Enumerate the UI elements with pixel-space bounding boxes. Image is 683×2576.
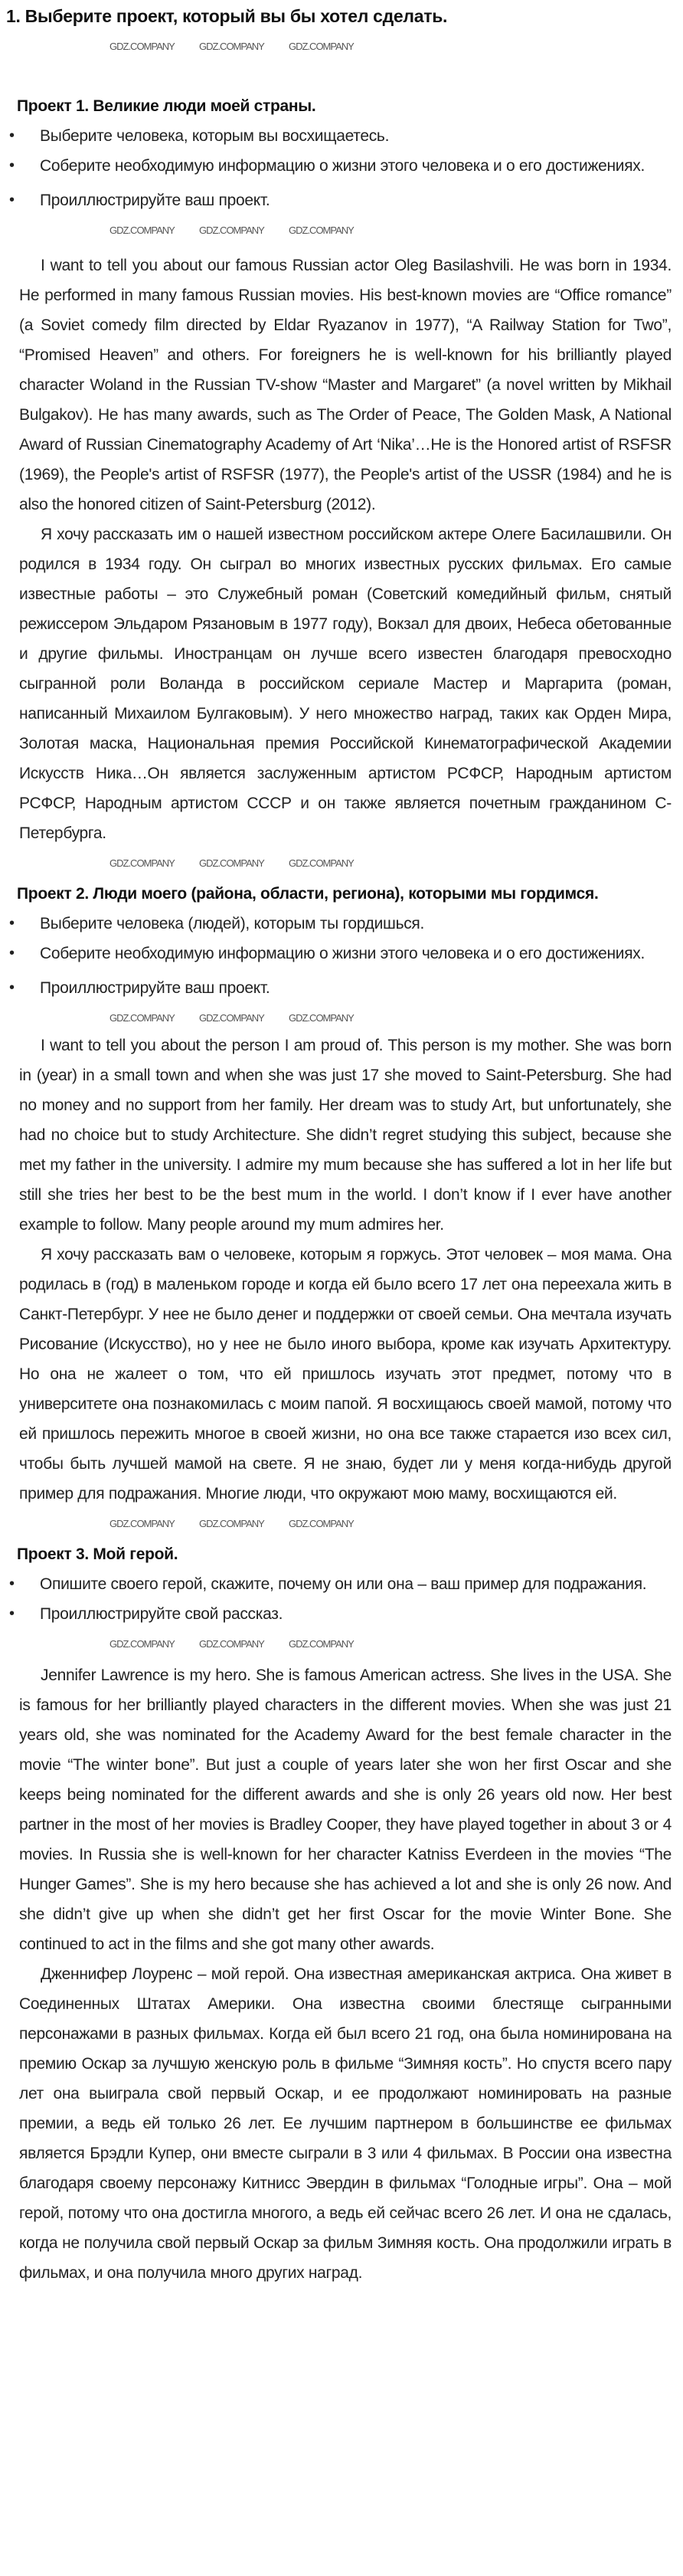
list-item (9, 185, 672, 215)
watermark: GDZ.COMPANY (109, 224, 175, 236)
list-item (9, 939, 672, 968)
bullet-icon: • (9, 1605, 15, 1622)
list-item (9, 151, 672, 181)
bullet-icon: • (9, 157, 15, 174)
watermark-row (19, 1629, 672, 1660)
project-2-heading: Проект 2. Люди моего (района, области, региона), которыми мы гордимся. (17, 885, 599, 903)
bullet-icon: • (9, 945, 15, 962)
bullet-text: Соберите необходимую информацию о жизни этого человека и о его достижениях. (40, 945, 645, 962)
task-title: 1. Выберите проект, который вы бы хотел сделать. (6, 6, 448, 26)
bullet-icon: • (9, 1575, 15, 1592)
watermark: GDZ.COMPANY (289, 1012, 354, 1024)
watermark: GDZ.COMPANY (109, 41, 175, 52)
watermark-row (19, 31, 672, 91)
project-1-text-english: I want to tell you about our famous Russian actor Oleg Basilashvili. He was born in 1934. He performed in many famous Russian movies. His best-known movies are “Office romance” (a Soviet comedy film directed by Eldar Ryazanov in 1977), “A Railway Station for Two”, “Promised Heaven” and others. For foreigners he is well-known for his brilliantly played character Woland in the Russian TV-show “Master and Margaret” (a novel written by Mikhail Bulgakov). He has many awards, such as The Order of Peace, The Golden Mask, A National Award of Russian Cinematography Academy of Art ‘Nika’…He is the Honored artist of RSFSR (1969), the People's artist of RSFSR (1977), the People's artist of the USSR (1984) and he is also the honored citizen of Saint-Petersburg (2012). (19, 257, 672, 513)
bullet-icon: • (9, 979, 15, 996)
bullet-icon: • (9, 127, 15, 144)
list-item (9, 1569, 672, 1599)
list-item (9, 1599, 672, 1629)
bullet-icon: • (9, 192, 15, 208)
project-2-text-russian: Я хочу рассказать вам о человеке, которым я горжусь. Этот человек – моя мама. Она родилась в (год) в маленьком городе и когда ей было всего 17 лет она переехала жить в Санкт-Петербург. У нее не было денег и поддержки от своей семьи. Она мечтала изучать Рисование (Искусство), но у нее не было иного выбора, кроме как изучать Архитектуру. Но она не жалеет о том, что ей пришлось изучать этот предмет, потому что в университете она познакомилась с моим папой. Я восхищаюсь своей мамой, потому что ей пришлось пережить многое в своей жизни, но она все также старается изо всех сил, чтобы быть лучшей мамой на свете. Я не знаю, будет ли у меня когда-нибудь другой пример для подражания. Многие люди, что окружают мою маму, восхищаются ей. (19, 1246, 672, 1503)
bullet-text: Проиллюстрируйте ваш проект. (40, 192, 270, 209)
watermark: GDZ.COMPANY (199, 1638, 264, 1650)
bullet-text: Опишите своего герой, скажите, почему он или она – ваш пример для подражания. (40, 1575, 647, 1593)
project-1-heading: Проект 1. Великие люди моей страны. (17, 97, 316, 115)
bullet-text: Соберите необходимую информацию о жизни этого человека и о его достижениях. (40, 157, 645, 175)
watermark: GDZ.COMPANY (199, 224, 264, 236)
list-item (9, 973, 672, 1003)
bullet-icon: • (9, 915, 15, 932)
watermark: GDZ.COMPANY (289, 1638, 354, 1650)
watermark-row (19, 215, 672, 251)
bullet-text: Проиллюстрируйте ваш проект. (40, 979, 270, 997)
project-2-text-english: I want to tell you about the person I am proud of. This person is my mother. She was born in (year) in a small town and when she was just 17 she moved to Saint-Petersburg. She had no money and no support from her family. Her dream was to study Art, but unfortunately, she had no choice but to study Architecture. She didn’t regret studying this subject, because she met my father in the university. I admire my mum because she has suffered a lot in her life but still she tries her best to be the best mum in the world. I don’t know if I ever have another example to follow. Many people around my mum admires her. (19, 1037, 672, 1234)
watermark: GDZ.COMPANY (289, 41, 354, 52)
watermark: GDZ.COMPANY (289, 1518, 354, 1529)
watermark: GDZ.COMPANY (109, 857, 175, 869)
list-item (9, 121, 672, 151)
list-item (9, 909, 672, 939)
watermark: GDZ.COMPANY (199, 857, 264, 869)
project-3-text-russian: Дженнифер Лоуренс – мой герой. Она известная американская актриса. Она живет в Соединенных Штатах Америки. Она известна своими блестяще сыгранными персонажами в разных фильмах. Когда ей был всего 21 год, она была номинирована на премию Оскар за лучшую женскую роль в фильме “Зимняя кость”. Но спустя всего пару лет она выиграла свой первый Оскар, и ее продолжают номинировать на разные премии, а ведь ей только 26 лет. Ее лучшим партнером в большинстве ее фильмах является Брэдли Купер, они вместе сыграли в 3 или 4 фильмах. В России она известна благодаря своему персонажу Китнисс Эвердин в фильмах “Голодные игры”. Она – мой герой, потому что она достигла многого, а ведь ей сейчас всего 26 лет. И она не сдалась, когда не получила свой первый Оскар за фильм Зимняя кость. Она продолжили играть в фильмах, и она получила много других наград. (19, 1965, 672, 2282)
watermark-row (19, 1509, 672, 1539)
bullet-text: Выберите человека, которым вы восхищаетесь. (40, 127, 390, 145)
project-1-text-russian: Я хочу рассказать им о нашей известном российском актере Олеге Басилашвили. Он родился в 1934 году. Он сыграл во многих известных русских фильмах. Его самые известные работы – это Служебный роман (Советский комедийный фильм, снятый режиссером Эльдаром Рязановым в 1977 году), Вокзал для двоих, Небеса обетованные и другие фильмы. Иностранцам он лучше всего известен благодаря превосходно сыгранной роли Воланда в российском сериале Мастер и Маргарита (роман, написанный Михаилом Булгаковым). У него множество наград, таких как Орден Мира, Золотая маска, Национальная премия Российской Кинематографической Академии Искусств Ника…Он является заслуженным артистом РСФСР, Народным артистом РСФСР, Народным артистом СССР и он также является почетным гражданином С-Петербурга. (19, 526, 672, 842)
watermark: GDZ.COMPANY (109, 1518, 175, 1529)
watermark: GDZ.COMPANY (199, 1518, 264, 1529)
watermark: GDZ.COMPANY (109, 1012, 175, 1024)
watermark: GDZ.COMPANY (289, 857, 354, 869)
watermark-row (19, 848, 672, 879)
project-3-heading: Проект 3. Мой герой. (17, 1545, 178, 1563)
bullet-text: Выберите человека (людей), которым ты гордишься. (40, 915, 425, 932)
watermark-row (19, 1003, 672, 1031)
watermark: GDZ.COMPANY (289, 224, 354, 236)
watermark: GDZ.COMPANY (109, 1638, 175, 1650)
bullet-text: Проиллюстрируйте свой рассказ. (40, 1605, 283, 1623)
project-3-text-english: Jennifer Lawrence is my hero. She is famous American actress. She lives in the USA. She is famous for her brilliantly played characters in the different movies. When she was just 21 years old, she was nominated for the Academy Award for the best female character in the movie “The winter bone”. But just a couple of years later she won her first Oscar and she keeps being nominated for the different awards and she is only 26 years old now. Her best partner in the most of her movies is Bradley Cooper, they have played together in about 3 or 4 movies. In Russia she is well-known for her character Katniss Everdeen in the movies “The Hunger Games”. She is my hero because she has achieved a lot and she is only 26 now. And she didn’t give up when she didn’t get her first Oscar for the movie Winter Bone. She continued to act in the films and she got many other awards. (19, 1667, 672, 1953)
watermark: GDZ.COMPANY (199, 1012, 264, 1024)
watermark: GDZ.COMPANY (199, 41, 264, 52)
